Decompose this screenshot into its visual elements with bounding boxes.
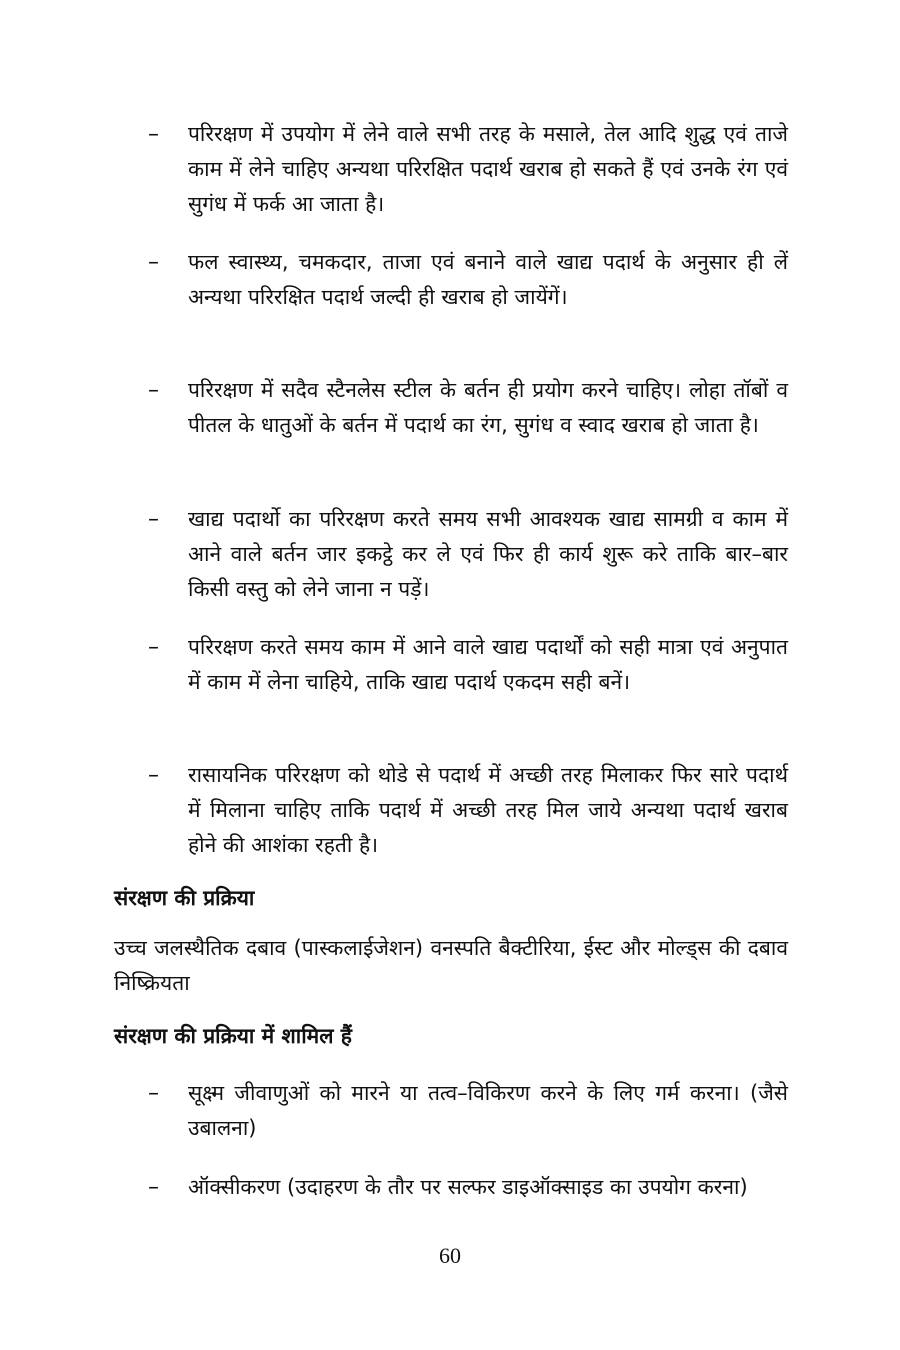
dash-marker: – [148,507,159,532]
bullet-text: खाद्य पदार्थो का परिरक्षण करते समय सभी आवश्यक खाद्य सामग्री व काम में आने वाले बर्तन जार इकट्ठे कर ले एवं फिर ही कार्य शुरू करे ताकि बार–बार किसी वस्तु को लेने जाना न पड़ें। [188,507,788,601]
bullet-item [148,502,788,607]
dash-marker: – [148,250,159,275]
body-paragraph: उच्च जलस्थैतिक दबाव (पास्कलाईजेशन) वनस्पति बैक्टीरिया, ईस्ट और मोल्ड्स की दबाव निष्क्रियता [114,936,788,995]
dash-marker: – [148,635,159,660]
bullet-text: परिरक्षण में उपयोग में लेने वाले सभी तरह के मसाले, तेल आदि शुद्ध एवं ताजे काम में लेने चाहिए अन्यथा परिरक्षित पदार्थ खराब हो सकते हैं एवं उनके रंग एवं सुगंध में फर्क आ जाता है। [188,122,788,216]
bullet-text: फल स्वास्थ्य, चमकदार, ताजा एवं बनाने वाले खाद्य पदार्थ के अनुसार ही लें अन्यथा परिरक्षित पदार्थ जल्दी ही खराब हो जायेंगें। [188,250,788,309]
bullet-item [148,117,788,222]
dash-marker: – [148,763,159,788]
bullet-text: सूक्ष्म जीवाणुओं को मारने या तत्व–विकिरण करने के लिए गर्म करना। (जैसे उबालना) [188,1081,788,1140]
bullet-item [148,630,788,700]
dash-marker: – [148,378,159,403]
bullet-text: परिरक्षण में सदैव स्टैनलेस स्टील के बर्तन ही प्रयोग करने चाहिए। लोहा तॉबों व पीतल के धातुओं के बर्तन में पदार्थ का रंग, सुगंध व स्वाद खराब हो जाता है। [188,378,788,437]
page-number: 60 [439,1243,461,1268]
dash-marker: – [148,1081,159,1106]
dash-marker: – [148,1175,159,1200]
bullet-item [148,1076,788,1146]
section-heading: संरक्षण की प्रक्रिया में शामिल हैं [114,1024,352,1048]
bullet-text: ऑक्सीकरण (उदाहरण के तौर पर सल्फर डाइऑक्साइड का उपयोग करना) [188,1175,748,1199]
bullet-text: रासायनिक परिरक्षण को थोडे से पदार्थ में अच्छी तरह मिलाकर फिर सारे पदार्थ में मिलाना चाहिए ताकि पदार्थ में अच्छी तरह मिल जाये अन्यथा पदार्थ खराब होने की आशंका रहती है। [188,763,788,857]
dash-marker: – [148,122,159,147]
bullet-item [148,1170,788,1205]
section-heading: संरक्षण की प्रक्रिया [114,886,255,910]
bullet-item [148,245,788,315]
bullet-item [148,373,788,443]
bullet-item [148,758,788,863]
bullet-text: परिरक्षण करते समय काम में आने वाले खाद्य पदार्थों को सही मात्रा एवं अनुपात में काम में लेना चाहिये, ताकि खाद्य पदार्थ एकदम सही बनें। [188,635,788,694]
